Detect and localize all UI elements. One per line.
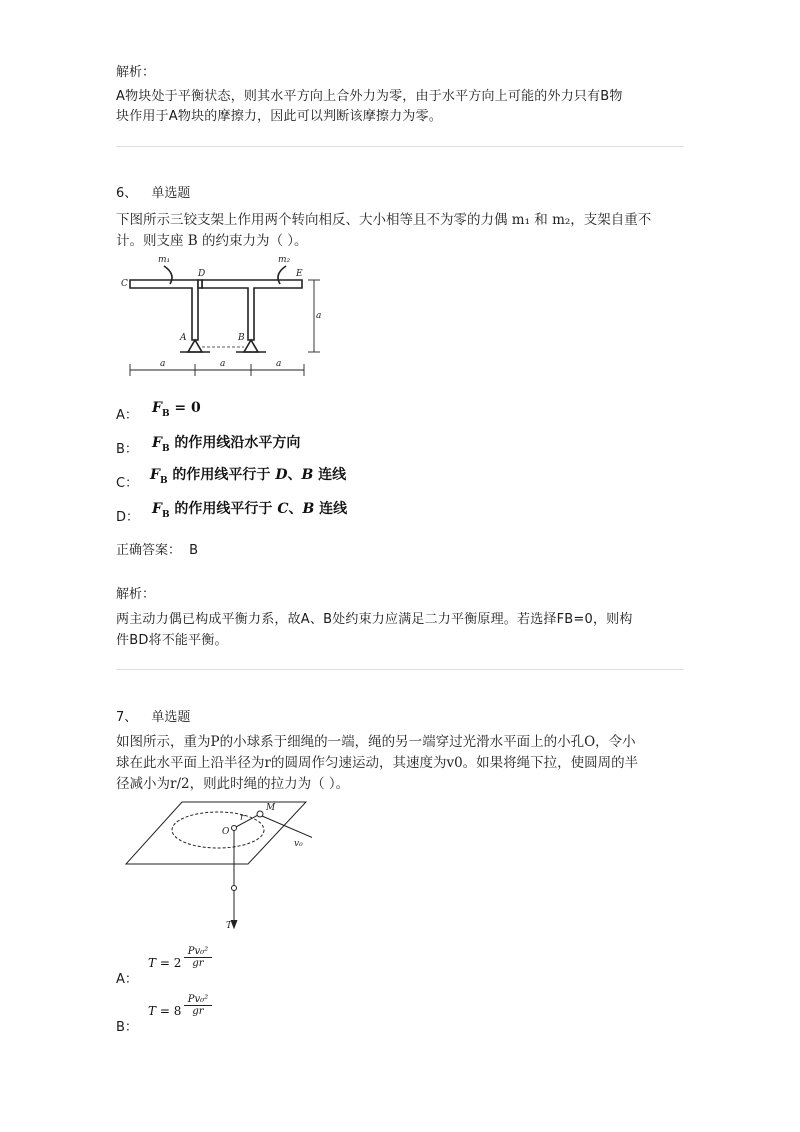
q6-support-a (188, 340, 202, 352)
q7-type: 单选题 (151, 710, 191, 725)
q6-label-e: E (296, 269, 303, 279)
q6-option-c-sep: 、 (287, 467, 302, 483)
q6-option-d-point1: C (277, 501, 289, 517)
separator (116, 146, 684, 147)
q6-option-d-text-post: 连线 (314, 501, 348, 517)
q6-analysis-label: 解析： (116, 587, 156, 602)
q7-header (116, 706, 190, 725)
q7-option-b-denominator: gr (192, 1006, 204, 1017)
q6-dim-a3: a (276, 359, 282, 369)
q6-option-c-sub: B (159, 475, 168, 486)
q6-option-c-symbol: F (150, 467, 160, 483)
q5-analysis-label: 解析： (116, 65, 156, 80)
q7-label-o: O (222, 827, 230, 837)
q6-analysis-line1: 两主动力偶已构成平衡力系，故A、B处约束力应满足二力平衡原理。若选择FB=0，则构 (116, 612, 633, 627)
q5-analysis-line1: A物块处于平衡状态，则其水平方向上合外力为零，由于水平方向上可能的外力只有B物 (116, 89, 623, 104)
q7-option-a-symbol: T (148, 956, 157, 970)
q7-option-a-label: A： (116, 972, 138, 987)
q7-option-b-symbol: T (148, 1004, 157, 1018)
q6-option-d-text-pre: 的作用线平行于 (169, 501, 278, 517)
q7-option-b-coeff: = 8 (156, 1004, 182, 1018)
q6-option-d-label: D： (116, 510, 140, 525)
q6-analysis-line2: 件BD将不能平衡。 (116, 633, 228, 648)
q6-option-d-sep: 、 (288, 501, 303, 517)
q6-label-d: D (198, 269, 206, 279)
q7-label-t: T (226, 921, 233, 931)
q7-hole-o (232, 826, 237, 831)
q6-type: 单选题 (151, 186, 191, 201)
q7-option-b-label: B： (116, 1020, 138, 1035)
q6-number: 6、 (116, 186, 138, 201)
separator (116, 669, 684, 670)
q6-label-a: A (180, 333, 187, 343)
q6-option-d-point2: B (302, 501, 315, 517)
q7-rope-knot (232, 886, 237, 891)
q6-moment-m2-arrow (278, 266, 286, 284)
q6-option-b-symbol: F (152, 435, 162, 451)
q7-label-r: r (240, 813, 245, 823)
q7-number: 7、 (116, 710, 138, 725)
q6-answer-value: B (189, 543, 199, 558)
q6-header (116, 182, 190, 201)
q6-frame-diagram (118, 252, 328, 382)
q6-answer (116, 540, 198, 562)
q6-option-a-text: = 0 (169, 400, 201, 416)
q6-option-b-label: B： (116, 442, 138, 457)
q7-velocity-arrow (262, 816, 312, 840)
q7-stem-line3: 径减小为r/2，则此时绳的拉力为（ ）。 (116, 776, 350, 792)
q6-option-a-label: A： (116, 408, 138, 423)
q6-moment-m1-arrow (164, 266, 172, 284)
q6-option-b-text: 的作用线沿水平方向 (169, 435, 301, 451)
q7-option-a-denominator: gr (192, 958, 204, 969)
q7-stem-line1: 如图所示，重为P的小球系于细绳的一端，绳的另一端穿过光滑水平面上的小孔O，令小 (116, 734, 636, 750)
q6-stem-line2: 计。则支座 B 的约束力为（ ）。 (116, 233, 308, 249)
q6-label-b: B (238, 333, 245, 343)
q6-label-c: C (121, 279, 128, 289)
q7-option-b-numerator: Pv₀² (184, 994, 212, 1006)
q5-analysis-line2: 块作用于A物块的摩擦力，因此可以判断该摩擦力为零。 (116, 109, 442, 124)
q7-label-m: M (266, 803, 276, 813)
q6-right-member (202, 280, 302, 340)
q6-answer-label: 正确答案： (116, 543, 182, 558)
q7-label-v0: v₀ (294, 839, 303, 849)
q6-support-b (244, 340, 258, 352)
q6-option-a-symbol: F (152, 400, 162, 416)
q7-option-a-numerator: Pv₀² (184, 946, 212, 958)
q6-option-c-text-pre: 的作用线平行于 (167, 467, 276, 483)
q6-left-member (130, 280, 198, 340)
q6-option-d-symbol: F (152, 501, 162, 517)
q6-option-c-text-post: 连线 (313, 467, 347, 483)
q6-dim-height: a (316, 311, 322, 321)
q6-option-c-point2: B (301, 467, 314, 483)
q7-option-a-coeff: = 2 (156, 956, 182, 970)
q6-option-c-label: C： (116, 476, 139, 491)
q6-stem-line1: 下图所示三铰支架上作用两个转向相反、大小相等且不为零的力偶 m₁ 和 m₂，支架自重不 (116, 212, 652, 228)
q7-dashed-circle (172, 812, 264, 848)
q7-horizontal-plane (126, 802, 306, 864)
q7-circle-motion-diagram (122, 796, 312, 936)
q6-dim-a2: a (220, 359, 226, 369)
q6-label-m2: m₂ (278, 255, 291, 265)
q6-options (116, 398, 416, 528)
q6-option-b-sub: B (161, 443, 170, 454)
q6-dim-a1: a (160, 359, 166, 369)
q6-option-d-sub: B (161, 509, 170, 520)
q6-option-a-sub: B (161, 408, 170, 419)
q6-label-m1: m₁ (158, 255, 171, 265)
q6-option-c-point1: D (275, 467, 288, 483)
q7-stem-line2: 球在此水平面上沿半径为r的圆周作匀速运动，其速度为v0。如果将绳下拉，使圆周的半 (116, 755, 639, 771)
